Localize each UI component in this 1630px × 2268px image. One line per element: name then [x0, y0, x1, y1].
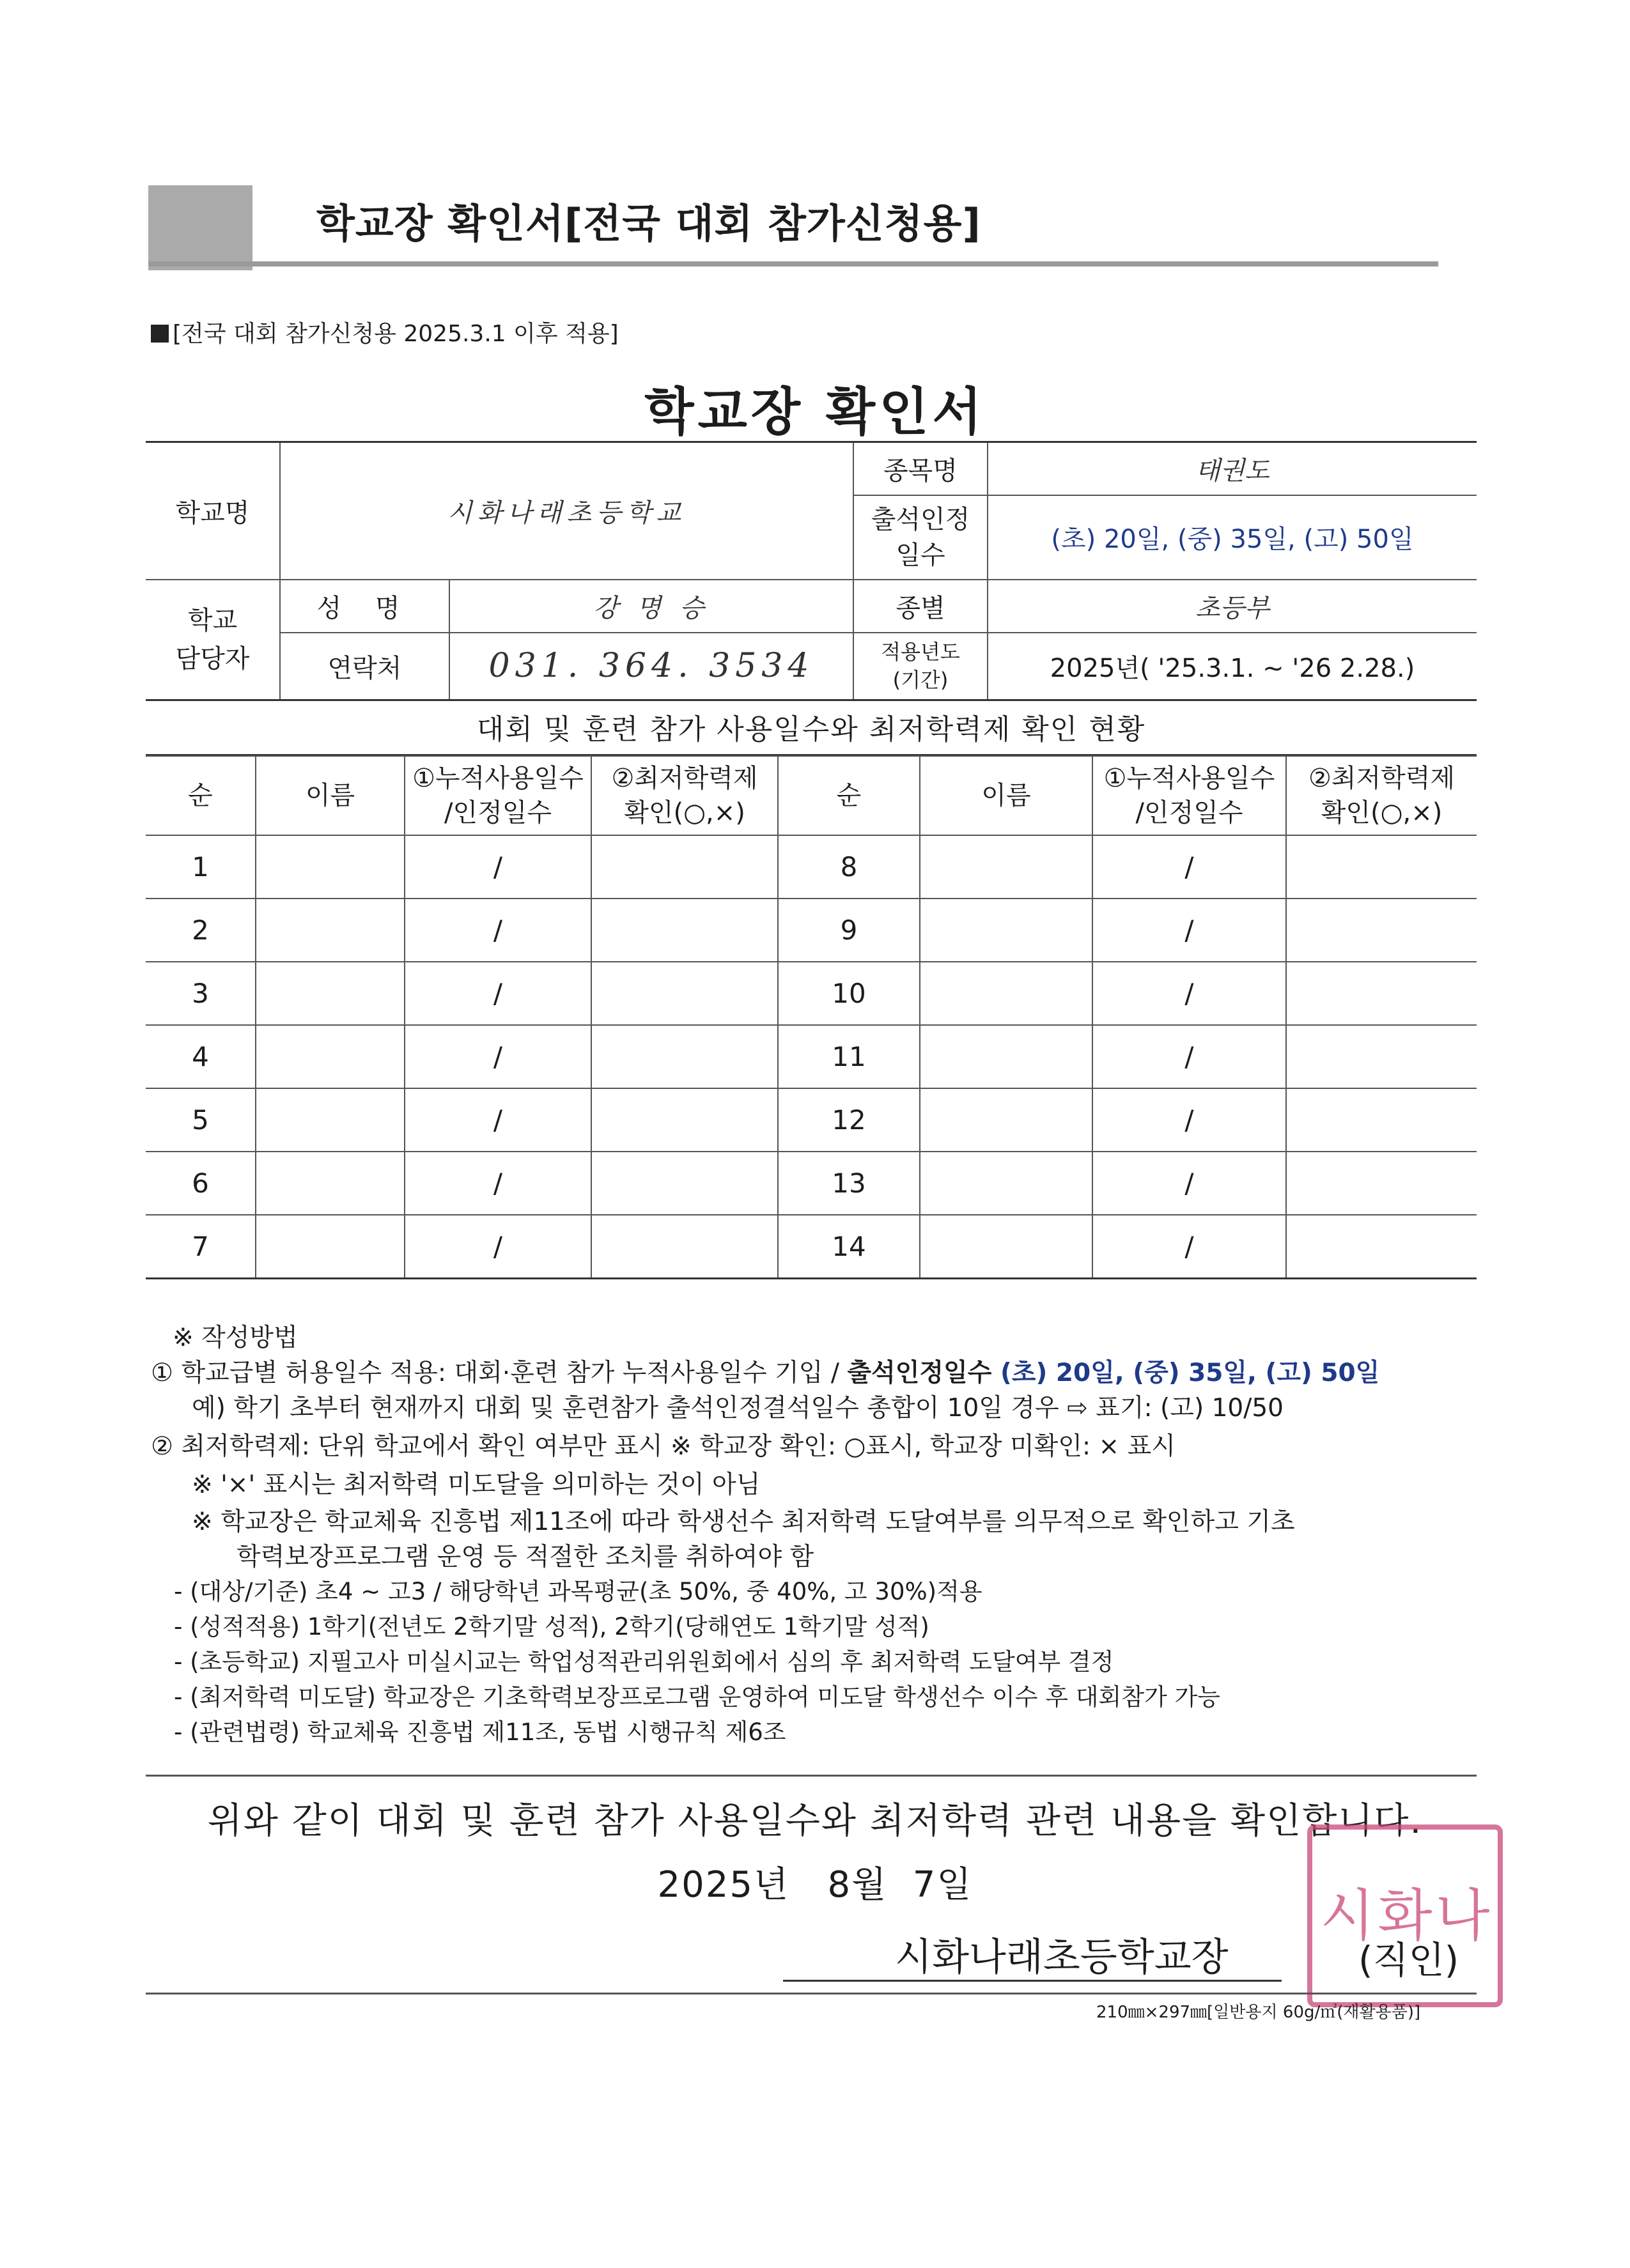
name-cell[interactable]	[920, 1025, 1092, 1088]
academic-cell[interactable]	[1286, 1088, 1477, 1152]
name-label: 성 명	[280, 580, 449, 633]
name-cell[interactable]	[920, 1152, 1092, 1215]
bullet-5: - (관련법령) 학교체육 진흥법 제11조, 동법 시행규칙 제6조	[174, 1718, 786, 1746]
info-table	[146, 441, 1477, 701]
note-2: ② 최저학력제: 단위 학교에서 확인 여부만 표시 ※ 학교장 확인: ○표시, 학교장 미확인: × 표시	[151, 1432, 1176, 1461]
col-academic-header: ②최저학력제 확인(○,×)	[1286, 756, 1477, 835]
division-value[interactable]: 초등부	[988, 580, 1477, 633]
academic-cell[interactable]	[591, 962, 778, 1025]
days-cell[interactable]: /	[1092, 1215, 1286, 1279]
sub-note-text: [전국 대회 참가신청용 2025.3.1 이후 적용]	[173, 321, 619, 347]
row-number: 12	[778, 1088, 920, 1152]
table-row	[146, 899, 1477, 962]
school-label: 학교명	[146, 442, 280, 580]
academic-cell[interactable]	[591, 1025, 778, 1088]
bullet-4: - (최저학력 미도달) 학교장은 기초학력보장프로그램 운영하여 미도달 학생선수 이수 후 대회참가 가능	[174, 1683, 1221, 1711]
table-row	[146, 1215, 1477, 1279]
name-cell[interactable]	[920, 835, 1092, 899]
academic-cell[interactable]	[591, 1152, 778, 1215]
bullet-1: - (대상/기준) 초4 ~ 고3 / 해당학년 과목평균(초 50%, 중 40%, 고 30%)적용	[174, 1578, 982, 1605]
days-cell[interactable]: /	[1092, 835, 1286, 899]
period-value[interactable]: 2025년( '25.3.1. ~ '26 2.28.)	[988, 633, 1477, 700]
days-cell[interactable]: /	[405, 1215, 591, 1279]
note-1-days: (초) 20일, (중) 35일, (고) 50일	[991, 1359, 1380, 1387]
school-value[interactable]: 시화나래초등학교	[280, 442, 853, 580]
note-1-bold: 출석인정일수	[847, 1359, 992, 1387]
period-label: 적용년도 (기간)	[853, 633, 988, 700]
name-value[interactable]: 강 명 승	[449, 580, 853, 633]
name-cell[interactable]	[920, 1088, 1092, 1152]
days-cell[interactable]: /	[1092, 899, 1286, 962]
phone-label: 연락처	[280, 633, 449, 700]
division-label: 종별	[853, 580, 988, 633]
seal-char: 화	[1378, 1883, 1432, 1948]
name-cell[interactable]	[920, 1215, 1092, 1279]
name-cell[interactable]	[256, 835, 405, 899]
bottom-line	[146, 1993, 1477, 1994]
col-order-header: 순	[778, 756, 920, 835]
table-row	[146, 835, 1477, 899]
row-number: 11	[778, 1025, 920, 1088]
header-underline	[148, 261, 1438, 266]
document-title: 학교장 확인서	[644, 382, 986, 442]
days-cell[interactable]: /	[405, 835, 591, 899]
table-row	[146, 1152, 1477, 1215]
principal-name: 시화나래초등학교장	[895, 1935, 1229, 1980]
row-number: 7	[146, 1215, 256, 1279]
days-cell[interactable]: /	[1092, 962, 1286, 1025]
separator-line	[146, 1775, 1477, 1777]
name-cell[interactable]	[256, 1025, 405, 1088]
name-cell[interactable]	[920, 962, 1092, 1025]
table-row	[146, 962, 1477, 1025]
note-2-a: ※ '×' 표시는 최저학력 미도달을 의미하는 것이 아님	[192, 1470, 761, 1499]
note-2-b: ※ 학교장은 학교체육 진흥법 제11조에 따라 학생선수 최저학력 도달여부를 의무적으로 확인하고 기초	[192, 1508, 1295, 1536]
attendance-value: (초) 20일, (중) 35일, (고) 50일	[988, 495, 1477, 580]
days-cell[interactable]: /	[1092, 1025, 1286, 1088]
row-number: 9	[778, 899, 920, 962]
notes-heading: ※ 작성방법	[173, 1323, 298, 1352]
section-title: 대회 및 훈련 참가 사용일수와 최저학력제 확인 현황	[476, 713, 1146, 746]
row-number: 6	[146, 1152, 256, 1215]
header-gray-block	[148, 185, 252, 270]
contact-label: 학교 담당자	[146, 580, 280, 700]
academic-cell[interactable]	[591, 1088, 778, 1152]
name-cell[interactable]	[256, 1215, 405, 1279]
roster-header-row	[146, 756, 1477, 835]
row-number: 5	[146, 1088, 256, 1152]
table-row	[146, 1088, 1477, 1152]
square-bullet-icon	[151, 325, 169, 343]
row-number: 14	[778, 1215, 920, 1279]
name-cell[interactable]	[920, 899, 1092, 962]
seal-char: 시	[1320, 1883, 1375, 1948]
days-cell[interactable]: /	[1092, 1088, 1286, 1152]
sport-value[interactable]: 태권도	[988, 442, 1477, 495]
academic-cell[interactable]	[591, 899, 778, 962]
academic-cell[interactable]	[1286, 1152, 1477, 1215]
issue-date: 2025년 8월 7일	[657, 1864, 973, 1906]
row-number: 1	[146, 835, 256, 899]
academic-cell[interactable]	[1286, 962, 1477, 1025]
days-cell[interactable]: /	[405, 1025, 591, 1088]
table-row	[146, 1025, 1477, 1088]
seal-char: 나	[1435, 1883, 1490, 1948]
bullet-3: - (초등학교) 지필고사 미실시교는 학업성적관리위원회에서 심의 후 최저학력 도달여부 결정	[174, 1648, 1114, 1676]
row-number: 8	[778, 835, 920, 899]
days-cell[interactable]: /	[405, 1152, 591, 1215]
seal-label: (직인)	[1358, 1938, 1459, 1982]
row-number: 3	[146, 962, 256, 1025]
confirmation-statement: 위와 같이 대회 및 훈련 참가 사용일수와 최저학력 관련 내용을 확인합니다.	[207, 1800, 1423, 1842]
row-number: 4	[146, 1025, 256, 1088]
row-number: 2	[146, 899, 256, 962]
name-cell[interactable]	[256, 899, 405, 962]
academic-cell[interactable]	[1286, 1025, 1477, 1088]
col-academic-header: ②최저학력제 확인(○,×)	[591, 756, 778, 835]
row-number: 10	[778, 962, 920, 1025]
days-cell[interactable]: /	[1092, 1152, 1286, 1215]
header-title: 학교장 확인서[전국 대회 참가신청용]	[316, 200, 981, 247]
days-cell[interactable]: /	[405, 1088, 591, 1152]
col-name-header: 이름	[256, 756, 405, 835]
roster-table	[146, 755, 1477, 1279]
col-days-header: ①누적사용일수 /인정일수	[1092, 756, 1286, 835]
signature-line	[783, 1980, 1282, 1982]
phone-value[interactable]: 031. 364. 3534	[449, 633, 853, 700]
note-1-text: ① 학교급별 허용일수 적용: 대회·훈련 참가 누적사용일수 기입 /	[151, 1359, 848, 1387]
sport-label: 종목명	[853, 442, 988, 495]
col-order-header: 순	[146, 756, 256, 835]
name-cell[interactable]	[256, 1088, 405, 1152]
paper-spec: 210㎜×297㎜[일반용지 60g/㎡(재활용품)]	[1096, 2003, 1421, 2022]
days-cell[interactable]: /	[405, 962, 591, 1025]
bullet-2: - (성적적용) 1학기(전년도 2학기말 성적), 2학기(당해연도 1학기말 성적)	[174, 1613, 929, 1640]
name-cell[interactable]	[256, 962, 405, 1025]
note-1-example: 예) 학기 초부터 현재까지 대회 및 훈련참가 출석인정결석일수 총합이 10일 경우 ⇨ 표기: (고) 10/50	[192, 1394, 1284, 1423]
academic-cell[interactable]	[1286, 835, 1477, 899]
attendance-label: 출석인정 일수	[853, 495, 988, 580]
col-days-header: ①누적사용일수 /인정일수	[405, 756, 591, 835]
academic-cell[interactable]	[591, 1215, 778, 1279]
note-2-c: 학력보장프로그램 운영 등 적절한 조치를 취하여야 함	[237, 1543, 814, 1571]
row-number: 13	[778, 1152, 920, 1215]
academic-cell[interactable]	[591, 835, 778, 899]
academic-cell[interactable]	[1286, 1215, 1477, 1279]
academic-cell[interactable]	[1286, 899, 1477, 962]
days-cell[interactable]: /	[405, 899, 591, 962]
name-cell[interactable]	[256, 1152, 405, 1215]
sub-note	[151, 316, 619, 348]
note-1	[151, 1353, 1379, 1389]
col-name-header: 이름	[920, 756, 1092, 835]
